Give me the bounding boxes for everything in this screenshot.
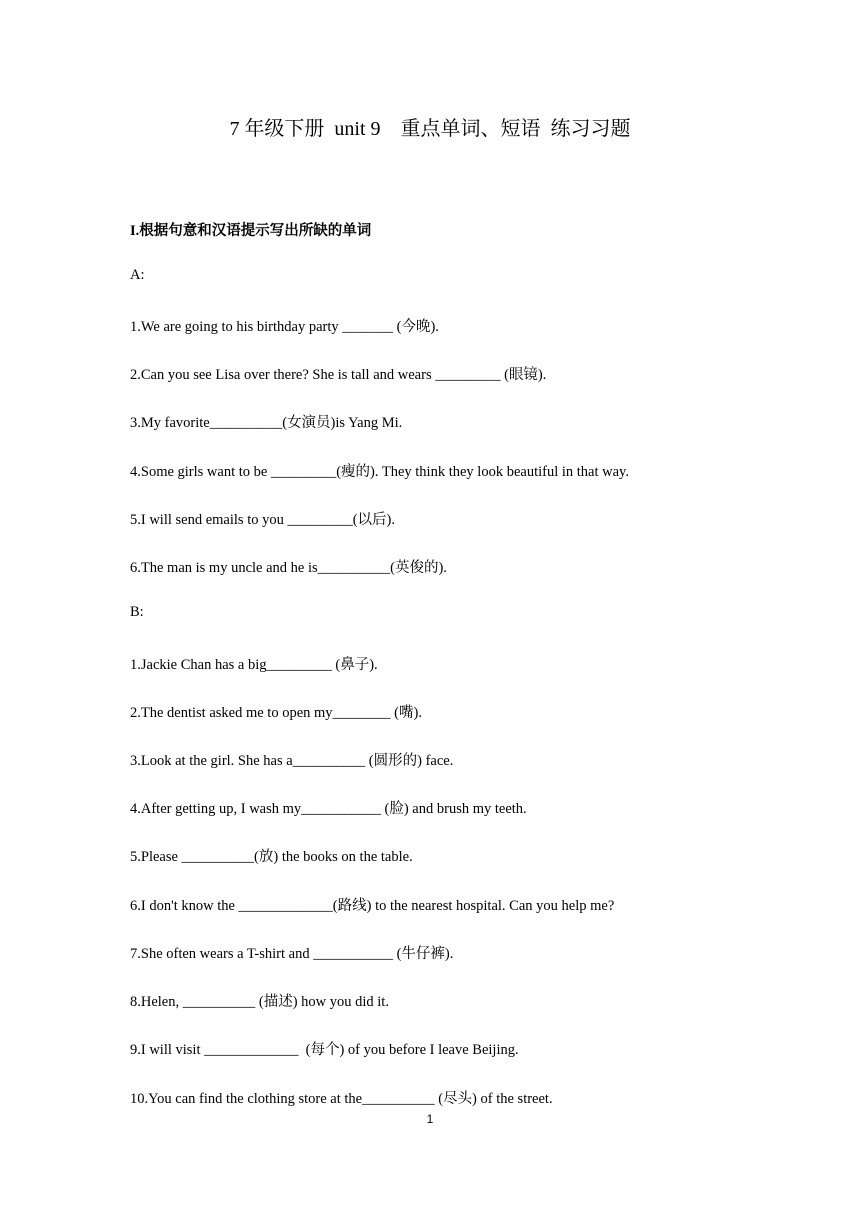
page-number: 1	[426, 1112, 434, 1126]
question-a-4: 4.Some girls want to be _________(瘦的). They think they look beautiful in that way.	[130, 464, 629, 480]
question-b-7: 7.She often wears a T-shirt and ___________ (牛仔裤).	[130, 946, 454, 962]
question-b-10: 10.You can find the clothing store at the__________ (尽头) of the street.	[130, 1091, 553, 1107]
section-heading: I.根据句意和汉语提示写出所缺的单词	[130, 223, 372, 239]
question-b-6: 6.I don't know the _____________(路线) to the nearest hospital. Can you help me?	[130, 898, 615, 914]
question-b-3: 3.Look at the girl. She has a__________ (圆形的) face.	[130, 753, 454, 769]
question-a-6: 6.The man is my uncle and he is__________(英俊的).	[130, 560, 447, 576]
question-a-3: 3.My favorite__________(女演员)is Yang Mi.	[130, 415, 403, 431]
part-a-label: A:	[130, 267, 145, 283]
document-title: 7 年级下册 unit 9 重点单词、短语 练习习题	[229, 118, 631, 140]
question-b-9: 9.I will visit _____________ (每个) of you before I leave Beijing.	[130, 1042, 519, 1058]
question-b-4: 4.After getting up, I wash my___________ (脸) and brush my teeth.	[130, 801, 527, 817]
question-b-2: 2.The dentist asked me to open my________ (嘴).	[130, 705, 422, 721]
question-b-5: 5.Please __________(放) the books on the table.	[130, 849, 413, 865]
part-b-label: B:	[130, 604, 144, 620]
question-a-1: 1.We are going to his birthday party _______ (今晚).	[130, 319, 439, 335]
question-b-1: 1.Jackie Chan has a big_________ (鼻子).	[130, 657, 378, 673]
question-a-5: 5.I will send emails to you _________(以后).	[130, 512, 396, 528]
question-b-8: 8.Helen, __________ (描述) how you did it.	[130, 994, 389, 1010]
question-a-2: 2.Can you see Lisa over there? She is tall and wears _________ (眼镜).	[130, 367, 547, 383]
